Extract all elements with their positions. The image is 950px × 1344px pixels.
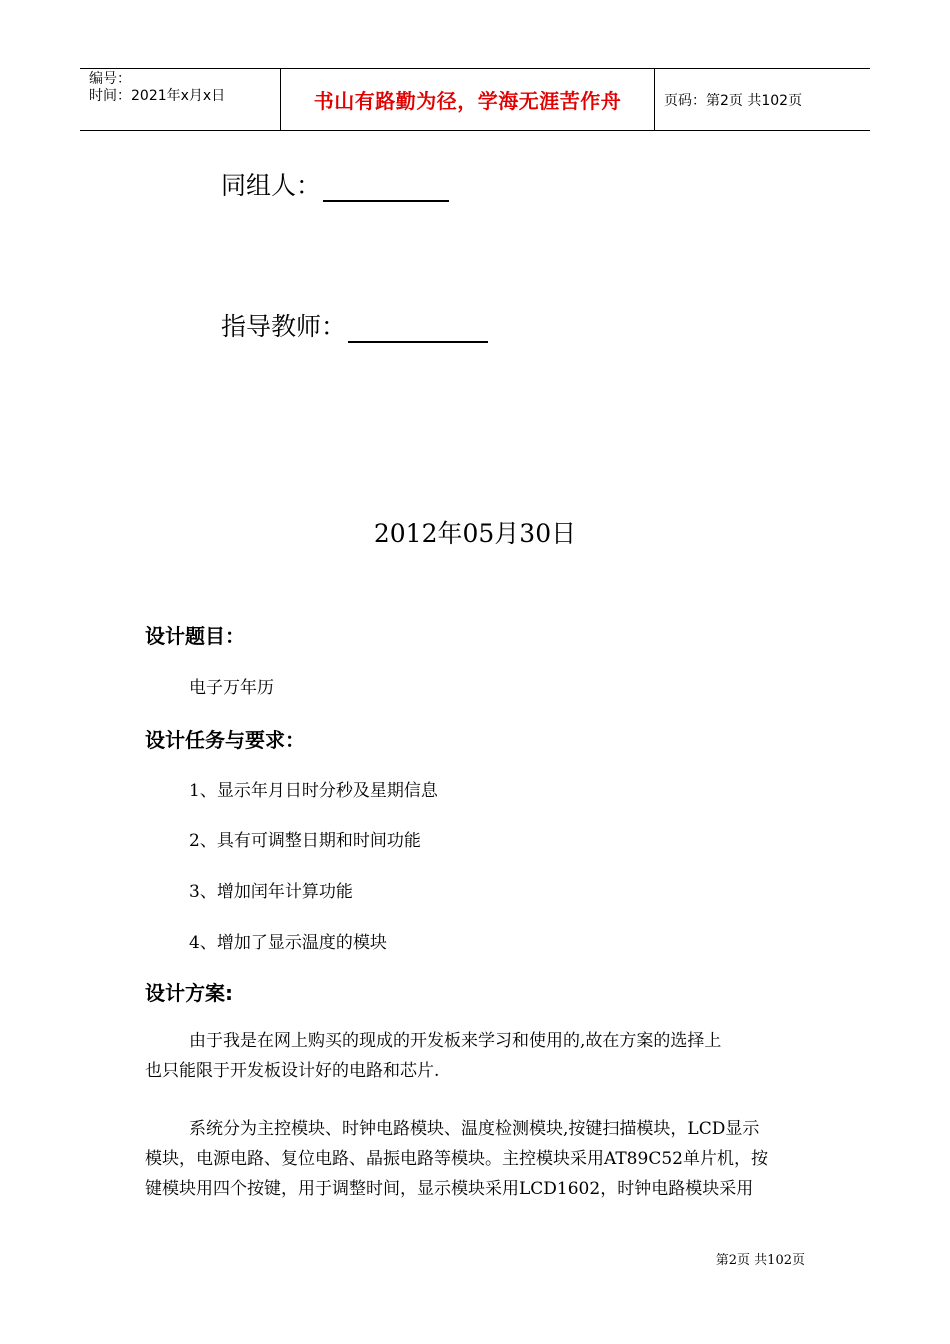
header-number-label: 编号：	[89, 71, 131, 87]
page-header	[80, 68, 870, 131]
paragraph-line: 模块，电源电路、复位电路、晶振电路等模块。主控模块采用AT89C52单片机，按	[145, 1149, 768, 1169]
advisor-line	[221, 307, 488, 343]
header-page-info: 页码：第2页 共102页	[664, 92, 803, 109]
header-motto: 书山有路勤为径，学海无涯苦作舟	[281, 69, 655, 130]
task-item: 3、增加闰年计算功能	[189, 882, 353, 902]
tasks-heading: 设计任务与要求：	[145, 728, 305, 752]
topic-text: 电子万年历	[189, 678, 274, 698]
task-item: 4、增加了显示温度的模块	[189, 933, 387, 953]
paragraph-line: 系统分为主控模块、时钟电路模块、温度检测模块,按键扫描模块，LCD显示	[189, 1119, 760, 1139]
topic-heading: 设计题目：	[145, 624, 245, 648]
advisor-blank	[348, 317, 488, 343]
plan-heading: 设计方案:	[145, 981, 233, 1005]
task-item: 2、具有可调整日期和时间功能	[189, 831, 421, 851]
page-footer: 第2页 共102页	[715, 1253, 805, 1268]
advisor-label: 指导教师：	[221, 312, 347, 341]
paragraph-line: 键模块用四个按键，用于调整时间，显示模块采用LCD1602，时钟电路模块采用	[145, 1179, 754, 1199]
plan-paragraph-1	[145, 1026, 811, 1086]
paragraph-line: 也只能限于开发板设计好的电路和芯片.	[145, 1061, 440, 1081]
header-meta	[80, 69, 281, 130]
task-item: 1、显示年月日时分秒及星期信息	[189, 781, 438, 801]
group-members-line	[221, 166, 449, 202]
group-members-blank	[323, 176, 449, 202]
group-members-label: 同组人：	[221, 171, 322, 200]
paragraph-line: 由于我是在网上购买的现成的开发板来学习和使用的,故在方案的选择上	[189, 1031, 722, 1051]
document-date: 2012年05月30日	[373, 519, 577, 548]
header-time-label: 时间：2021年x月x日	[89, 88, 226, 104]
plan-paragraph-2	[145, 1114, 811, 1204]
